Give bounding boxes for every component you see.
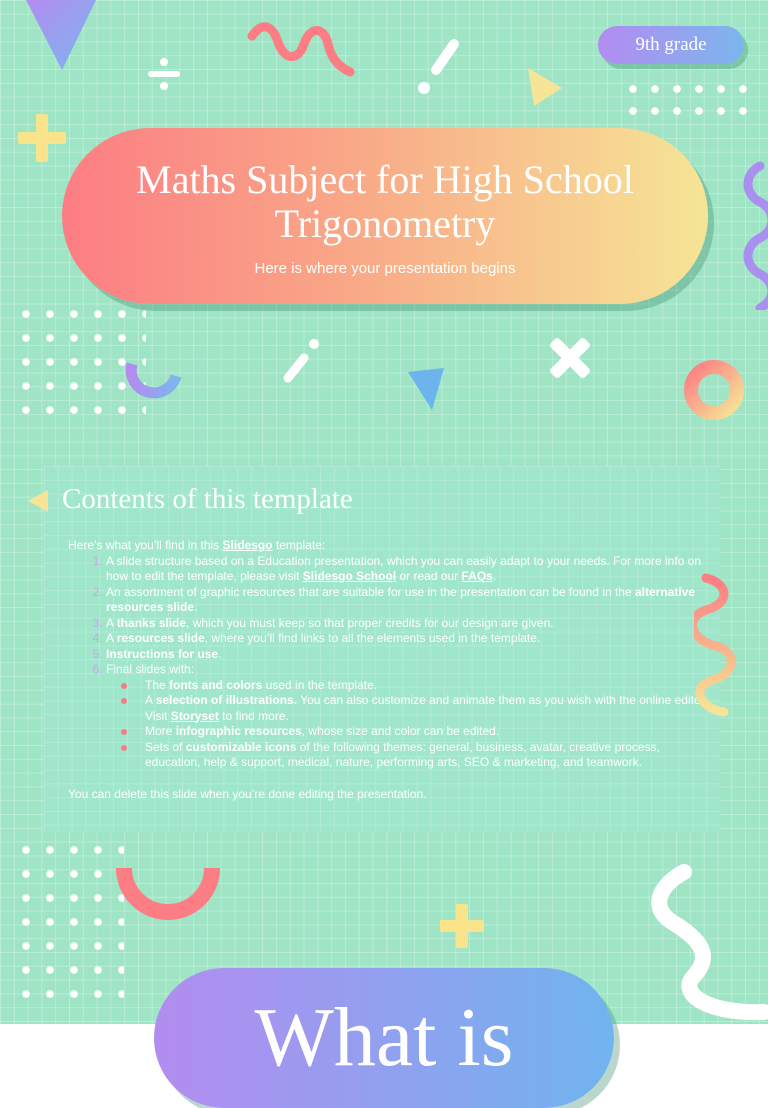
dot-grid-bottom-left xyxy=(14,838,124,1014)
faqs-link[interactable]: FAQs xyxy=(461,569,493,583)
yellow-plus-shape-2 xyxy=(440,904,484,948)
contents-heading: Contents of this template xyxy=(62,483,353,515)
list-item: 5. Instructions for use. xyxy=(106,647,708,663)
next-slide-banner xyxy=(154,968,614,1108)
list-item: 3. A thanks slide, which you must keep so that proper credits for our design are given. xyxy=(106,616,708,632)
yellow-arrow-icon xyxy=(26,488,50,514)
yellow-plus-shape xyxy=(18,114,66,162)
blue-triangle-shape xyxy=(406,366,446,412)
purple-triangle-shape xyxy=(24,0,98,72)
list-item: 1. A slide structure based on a Education presentation, which you can easily adapt to your needs. For more info on how to edit the template, please visit Slidesgo School or read our FAQs. xyxy=(106,554,708,585)
page-title xyxy=(62,128,708,246)
ring-shape xyxy=(680,356,748,424)
storyset-link[interactable]: Storyset xyxy=(170,708,219,723)
subtitle: Here is where your presentation begins xyxy=(254,260,516,277)
sub-list-item: A selection of illustrations. You can also customize and animate them as you wish with the online editor. Visit Storyset to find more. xyxy=(145,693,708,723)
purple-wave-shape xyxy=(740,160,768,310)
dot-grid-top-right xyxy=(622,78,754,126)
grade-badge: 9th grade xyxy=(598,26,744,64)
title-banner xyxy=(62,128,708,304)
list-item: 6. Final slides with: The fonts and colors used in the template. A selection of illustrations. You can also customize and animate them as you wish with the online editor. Visit Storyset to find more. More infographic resources, whose size and color can be edited. Sets of customizable icons of the following themes: general, business, avatar, creative process, education, help & support, medical, nature, performing arts, SEO & marketing, and teamwork. xyxy=(106,662,708,771)
next-slide-title: What is xyxy=(254,991,514,1084)
sub-list-item: Sets of customizable icons of the following themes: general, business, avatar, creative process, education, help & support, medical, nature, performing arts, SEO & marketing, and teamwork. xyxy=(145,740,708,771)
purple-arc-shape xyxy=(122,358,184,404)
coral-arc-shape xyxy=(116,862,220,924)
yellow-triangle-shape xyxy=(526,66,564,108)
sub-list-item: More infographic resources, whose size and color can be edited. xyxy=(145,724,708,740)
contents-body xyxy=(68,538,708,802)
title-line-1: Maths Subject for High School xyxy=(136,157,634,202)
list-item: 4. A resources slide, where you’ll find links to all the elements used in the template. xyxy=(106,631,708,647)
white-x-shape xyxy=(546,334,594,382)
divide-sign-shape xyxy=(146,56,182,92)
slidesgo-link[interactable]: Slidesgo xyxy=(222,538,273,552)
list-item: 2. An assortment of graphic resources that are suitable for use in the presentation can be found in the alternative resources slide. xyxy=(106,585,708,616)
white-squiggle-shape xyxy=(644,864,768,1024)
contents-intro: Here’s what you’ll find in this Slidesgo template: xyxy=(68,538,326,552)
slidesgo-school-link[interactable]: Slidesgo School xyxy=(302,569,397,583)
sub-list-item: The fonts and colors used in the template. xyxy=(145,678,708,694)
contents-footer: You can delete this slide when you’re done editing the presentation. xyxy=(68,786,427,801)
sub-list xyxy=(106,678,708,771)
contents-list xyxy=(68,554,708,771)
white-dash-shape xyxy=(412,36,462,98)
white-dash-shape-2 xyxy=(278,336,324,388)
coral-wave-shape xyxy=(694,570,742,720)
pink-squiggle-shape xyxy=(244,22,358,80)
title-line-2: Trigonometry xyxy=(274,201,496,246)
